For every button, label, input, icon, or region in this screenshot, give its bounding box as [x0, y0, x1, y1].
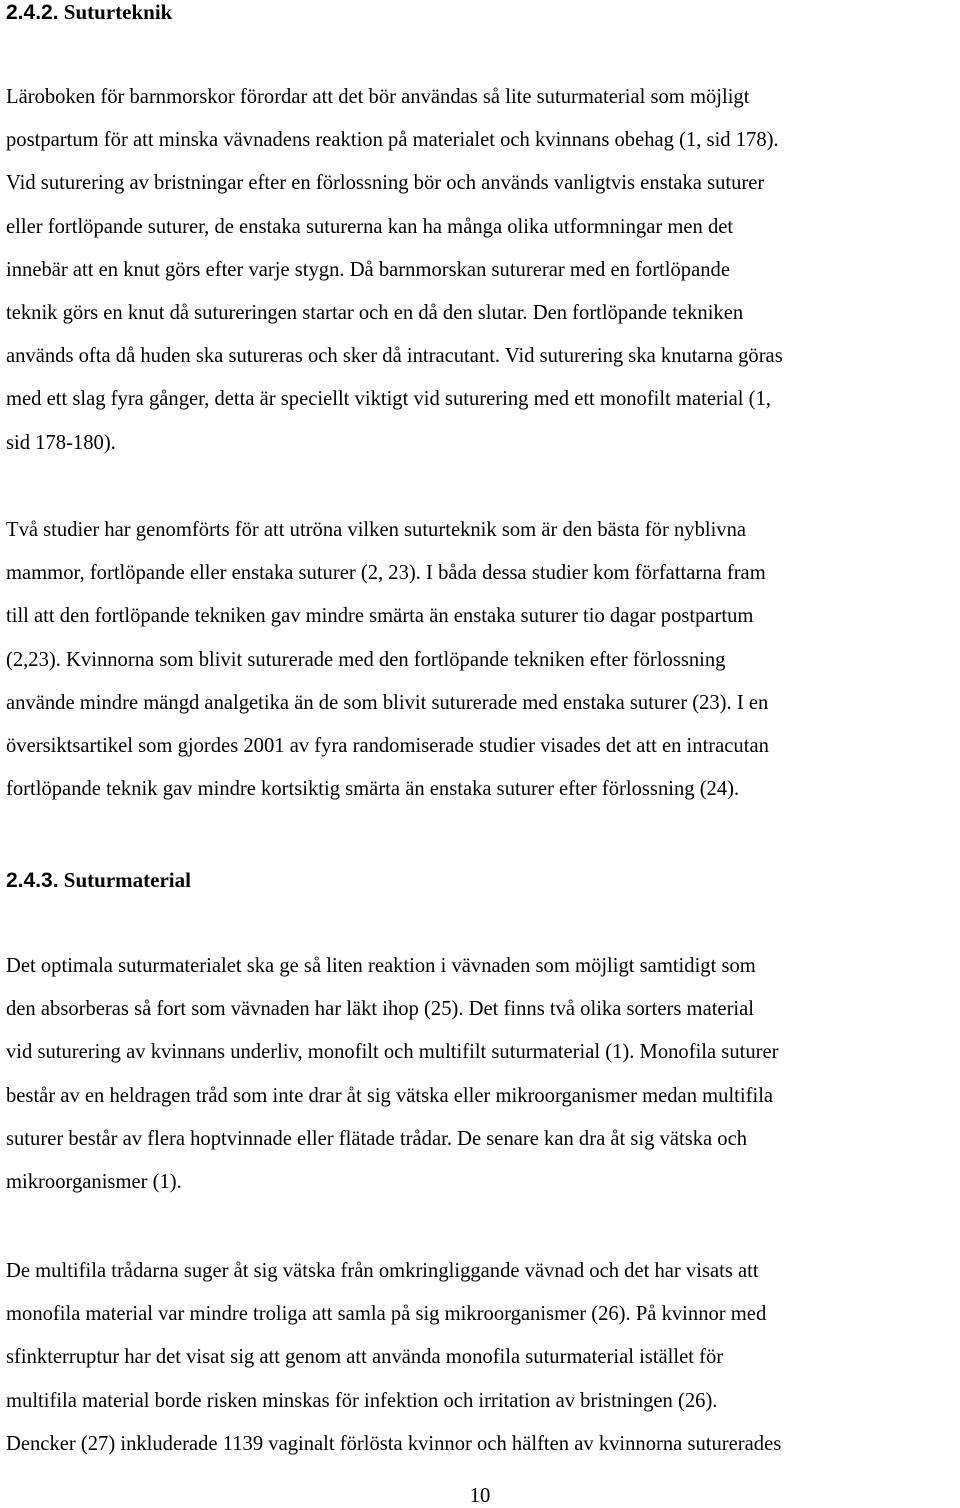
section-title: Suturteknik	[63, 0, 173, 24]
page-number: 10	[469, 1485, 491, 1507]
section-heading-suturteknik	[6, 0, 172, 25]
text-line: består av en heldragen tråd som inte drar åt sig vätska eller mikroorganismer medan multifila	[6, 1084, 774, 1107]
text-line: De multifila trådarna suger åt sig vätska från omkringliggande vävnad och det har visats att	[6, 1260, 759, 1282]
section-number: 2.4.3.	[6, 869, 59, 892]
text-line: Det optimala suturmaterialet ska ge så liten reaktion i vävnaden som möjligt samtidigt som	[6, 955, 756, 977]
text-line: med ett slag fyra gånger, detta är speciellt viktigt vid suturering med ett monofilt material (1,	[6, 388, 771, 411]
paragraph-suturmaterial-2	[6, 1250, 956, 1466]
text-line: till att den fortlöpande tekniken gav mindre smärta än enstaka suturer tio dagar postpartum	[6, 605, 754, 628]
text-line: (2,23). Kvinnorna som blivit suturerade med den fortlöpande tekniken efter förlossning	[6, 648, 726, 671]
text-line: Två studier har genomförts för att utröna vilken suturteknik som är den bästa för nyblivna	[6, 519, 747, 541]
paragraph-suturteknik-2	[6, 509, 956, 811]
text-line: mammor, fortlöpande eller enstaka suturer (2, 23). I båda dessa studier kom författarna fram	[6, 562, 766, 585]
paragraph-suturmaterial-1	[6, 945, 956, 1204]
text-line: innebär att en knut görs efter varje stygn. Då barnmorskan suturerar med en fortlöpande	[6, 258, 730, 281]
text-line: postpartum för att minska vävnadens reaktion på materialet och kvinnans obehag (1, sid 178).	[6, 129, 779, 152]
text-line: eller fortlöpande suturer, de enstaka suturerna kan ha många olika utformningar men det	[6, 215, 734, 238]
text-line: Vid suturering av bristningar efter en förlossning bör och används vanligtvis enstaka suturer	[6, 172, 765, 195]
text-line: översiktsartikel som gjordes 2001 av fyra randomiserade studier visades det att en intracutan	[6, 735, 769, 758]
text-line: används ofta då huden ska sutureras och sker då intracutant. Vid suturering ska knutarna göras	[6, 345, 783, 368]
text-line: sfinkterruptur har det visat sig att genom att använda monofila suturmaterial istället för	[6, 1346, 724, 1369]
text-line: monofila material var mindre troliga att samla på sig mikroorganismer (26). På kvinnor med	[6, 1303, 767, 1326]
section-number: 2.4.2.	[6, 1, 59, 24]
text-line: vid suturering av kvinnans underliv, monofilt och multifilt suturmaterial (1). Monofila suturer	[6, 1041, 779, 1064]
text-line: Dencker (27) inkluderade 1139 vaginalt förlösta kvinnor och hälften av kvinnorna suturerades	[6, 1432, 782, 1455]
text-line: Läroboken för barnmorskor förordar att det bör användas så lite suturmaterial som möjligt	[6, 86, 750, 108]
text-line: sid 178-180).	[6, 431, 116, 454]
text-line: multifila material borde risken minskas för infektion och irritation av bristningen (26).	[6, 1389, 718, 1412]
text-line: teknik görs en knut då sutureringen startar och en då den slutar. Den fortlöpande tekniken	[6, 302, 744, 325]
text-line: mikroorganismer (1).	[6, 1171, 182, 1194]
text-line: den absorberas så fort som vävnaden har läkt ihop (25). Det finns två olika sorters material	[6, 998, 755, 1021]
text-line: suturer består av flera hoptvinnade eller flätade trådar. De senare kan dra åt sig vätska och	[6, 1127, 748, 1150]
paragraph-suturteknik-1	[6, 76, 956, 465]
text-line: använde mindre mängd analgetika än de som blivit suturerade med enstaka suturer (23). I en	[6, 691, 769, 714]
section-heading-suturmaterial	[6, 868, 191, 893]
text-line: fortlöpande teknik gav mindre kortsiktig smärta än enstaka suturer efter förlossning (24).	[6, 778, 740, 801]
section-title: Suturmaterial	[63, 868, 191, 892]
